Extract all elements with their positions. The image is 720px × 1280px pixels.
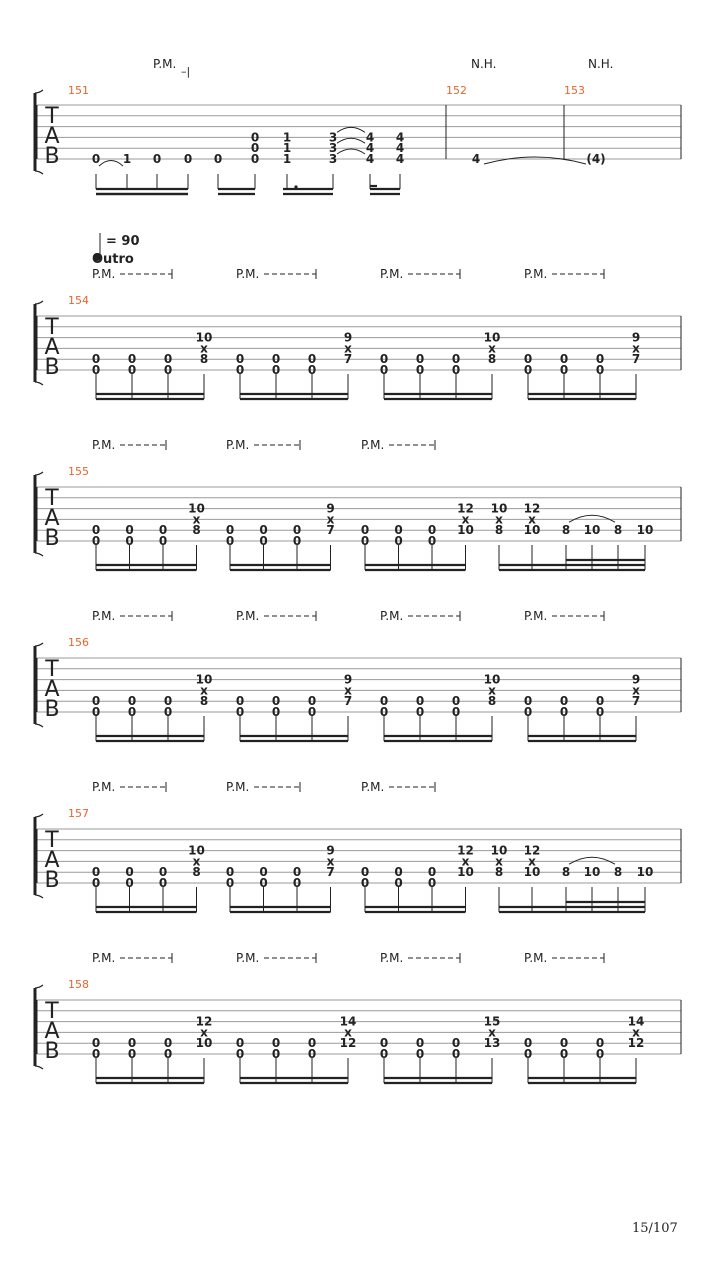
tab-clef-letter: T xyxy=(45,315,59,340)
fret-number: 8 xyxy=(487,694,497,709)
fret-number: 1 xyxy=(122,152,132,166)
tie-arc xyxy=(337,138,365,143)
fret-number: 10 xyxy=(523,523,541,538)
fret-number: 9 xyxy=(326,501,335,516)
fret-number: 0 xyxy=(163,363,173,377)
tab-clef-letter: A xyxy=(44,848,60,873)
fret-number: 0 xyxy=(595,1036,605,1051)
fret-number: 0 xyxy=(91,865,101,880)
palm-mute-label: P.M. xyxy=(380,951,404,965)
dead-note: x xyxy=(200,683,208,698)
dead-note: x xyxy=(192,854,201,869)
dead-note: x xyxy=(632,683,640,698)
fret-number: 0 xyxy=(379,1036,389,1051)
bracket-hook xyxy=(35,814,43,817)
fret-number: 1 xyxy=(282,130,292,145)
palm-mute-label: P.M. xyxy=(236,609,260,623)
fret-number: 0 xyxy=(307,694,317,709)
fret-number: 0 xyxy=(91,876,101,890)
fret-number: 0 xyxy=(595,705,605,719)
fret-number: 0 xyxy=(271,694,281,709)
fret-number: 0 xyxy=(125,523,134,538)
fret-number: 10 xyxy=(457,865,474,880)
fret-number: 10 xyxy=(490,843,508,858)
fret-number: 0 xyxy=(163,352,173,367)
fret-number: 0 xyxy=(307,1036,317,1051)
fret-number: 8 xyxy=(199,694,209,709)
fret-number: 0 xyxy=(91,523,101,538)
fret-number: 0 xyxy=(91,694,101,709)
fret-number: 0 xyxy=(559,363,569,377)
fret-number: 0 xyxy=(307,1047,317,1061)
fret-number: 0 xyxy=(451,705,461,719)
fret-number: 9 xyxy=(343,672,353,687)
palm-mute-label: P.M. xyxy=(361,438,385,452)
fret-number: 0 xyxy=(271,1047,281,1061)
fret-number: 13 xyxy=(483,1036,501,1051)
fret-number: 0 xyxy=(225,523,235,538)
tab-clef-letter: A xyxy=(44,677,60,702)
fret-number: 0 xyxy=(250,152,260,166)
fret-number: 4 xyxy=(365,130,375,145)
tab-clef-letter: T xyxy=(45,104,59,129)
fret-number: 0 xyxy=(271,705,281,719)
fret-number: 8 xyxy=(613,865,623,880)
fret-number: 0 xyxy=(595,352,605,367)
tie-arc xyxy=(99,161,123,167)
fret-number: 0 xyxy=(559,705,569,719)
fret-number: 0 xyxy=(379,694,389,709)
bracket-hook xyxy=(35,895,43,898)
fret-number: 0 xyxy=(451,363,461,377)
measure-number: 154 xyxy=(68,294,89,307)
fret-number: 10 xyxy=(636,865,654,880)
fret-number: 8 xyxy=(561,523,571,538)
fret-number: 0 xyxy=(451,1036,461,1051)
fret-number: 1 xyxy=(282,152,292,166)
fret-number: 0 xyxy=(523,1036,533,1051)
fret-number: 4 xyxy=(395,152,405,166)
palm-mute-label: P.M. xyxy=(524,267,548,281)
measure-number: 153 xyxy=(564,84,585,97)
measure-number: 157 xyxy=(68,807,89,820)
fret-number: 0 xyxy=(125,876,134,890)
fret-number: 7 xyxy=(343,694,353,709)
fret-number: 0 xyxy=(259,534,268,548)
fret-number: 0 xyxy=(394,523,403,538)
fret-number: 0 xyxy=(259,523,268,538)
fret-number: 0 xyxy=(225,876,235,890)
fret-number: 0 xyxy=(235,1036,245,1051)
fret-number: 0 xyxy=(292,876,302,890)
fret-number: 7 xyxy=(326,865,335,880)
dot xyxy=(294,185,297,188)
fret-number: 0 xyxy=(451,352,461,367)
dead-note: x xyxy=(528,512,536,527)
bracket-hook xyxy=(35,171,43,174)
palm-mute-label: P.M. xyxy=(92,780,116,794)
fret-number: 10 xyxy=(483,330,501,345)
fret-number: 0 xyxy=(163,1036,173,1051)
palm-mute-label: P.M. xyxy=(92,267,116,281)
palm-mute-label: P.M. xyxy=(92,438,116,452)
fret-number: 8 xyxy=(192,523,201,538)
fret-number: 3 xyxy=(328,141,338,156)
palm-mute-label: P.M. xyxy=(226,438,250,452)
fret-number: 7 xyxy=(631,352,641,367)
tab-clef-letter: B xyxy=(44,526,60,551)
fret-number: 12 xyxy=(523,843,541,858)
fret-number: 0 xyxy=(158,876,168,890)
fret-number: 4 xyxy=(365,152,375,166)
fret-number: 0 xyxy=(235,1047,245,1061)
tab-clef-letter: B xyxy=(44,144,60,169)
bracket-hook xyxy=(35,301,43,304)
fret-number: 0 xyxy=(213,152,223,166)
fret-number: 8 xyxy=(199,352,209,367)
fret-number: 0 xyxy=(127,1047,137,1061)
fret-number: 10 xyxy=(457,523,474,538)
fret-number: 7 xyxy=(343,352,353,367)
fret-number: 0 xyxy=(271,363,281,377)
fret-number: 0 xyxy=(292,534,302,548)
tab-clef-letter: A xyxy=(44,124,60,149)
bracket-hook xyxy=(35,1066,43,1069)
slur-arc xyxy=(569,515,615,522)
page-number: 15/107 xyxy=(632,1221,678,1236)
fret-number: 0 xyxy=(415,705,425,719)
fret-number: 0 xyxy=(451,1047,461,1061)
fret-number: 0 xyxy=(91,1047,101,1061)
palm-mute-label: P.M. xyxy=(524,609,548,623)
fret-number: 0 xyxy=(158,534,168,548)
fret-number: 0 xyxy=(415,1047,425,1061)
dead-note: x xyxy=(632,1025,640,1040)
bracket-hook xyxy=(35,643,43,646)
fret-number: 3 xyxy=(328,152,338,166)
fret-number: 10 xyxy=(490,501,508,516)
fret-number: 0 xyxy=(415,1036,425,1051)
bracket-hook xyxy=(35,985,43,988)
fret-number: 0 xyxy=(595,694,605,709)
dead-note: x xyxy=(344,683,352,698)
fret-number: 4 xyxy=(395,130,405,145)
fret-number: 0 xyxy=(427,523,437,538)
fret-number: 0 xyxy=(415,363,425,377)
fret-number: 0 xyxy=(271,1036,281,1051)
fret-number: 0 xyxy=(595,363,605,377)
fret-number: 0 xyxy=(158,523,168,538)
fret-number: 8 xyxy=(613,523,623,538)
fret-number: 0 xyxy=(292,523,302,538)
fret-number: 0 xyxy=(595,1047,605,1061)
fret-number: 0 xyxy=(394,876,403,890)
fret-number: 0 xyxy=(379,705,389,719)
fret-number: 0 xyxy=(127,1036,137,1051)
palm-mute-label: P.M. xyxy=(236,267,260,281)
fret-number: 0 xyxy=(415,694,425,709)
tab-clef-letter: T xyxy=(45,828,59,853)
palm-mute-label: P.M. xyxy=(92,609,116,623)
fret-number: 0 xyxy=(271,352,281,367)
fret-number: 0 xyxy=(559,1047,569,1061)
fret-number: 0 xyxy=(250,141,260,156)
measure-number: 158 xyxy=(68,978,89,991)
palm-mute-label: P.M. xyxy=(153,57,177,71)
tie-arc xyxy=(337,127,365,132)
tab-clef-letter: A xyxy=(44,1019,60,1044)
fret-number: 0 xyxy=(235,352,245,367)
tab-clef-letter: A xyxy=(44,506,60,531)
fret-number: 0 xyxy=(91,534,101,548)
tie-arc xyxy=(484,157,586,164)
bracket-hook xyxy=(35,382,43,385)
fret-number: 0 xyxy=(163,694,173,709)
fret-number: 0 xyxy=(394,865,403,880)
fret-number: 15 xyxy=(483,1014,501,1029)
fret-number: 0 xyxy=(235,363,245,377)
tab-clef-letter: T xyxy=(45,486,59,511)
fret-number: 8 xyxy=(487,352,497,367)
palm-mute-end: –| xyxy=(181,65,191,78)
fret-number: 0 xyxy=(379,363,389,377)
dead-note: x xyxy=(632,341,640,356)
tab-clef-letter: B xyxy=(44,1039,60,1064)
tab-clef-letter: B xyxy=(44,868,60,893)
fret-number: 12 xyxy=(523,501,541,516)
dead-note: x xyxy=(192,512,201,527)
fret-number: 12 xyxy=(457,843,474,858)
bracket-hook xyxy=(35,472,43,475)
fret-number: 0 xyxy=(259,876,268,890)
fret-number: 0 xyxy=(523,694,533,709)
fret-number: 0 xyxy=(259,865,268,880)
fret-number: 0 xyxy=(523,1047,533,1061)
fret-number: 7 xyxy=(631,694,641,709)
tempo-mark: = 90 xyxy=(106,234,140,249)
dead-note: x xyxy=(326,854,335,869)
tab-clef-letter: B xyxy=(44,697,60,722)
dead-note: x xyxy=(200,341,208,356)
dead-note: x xyxy=(200,1025,208,1040)
fret-number: 10 xyxy=(583,865,601,880)
fret-number: 0 xyxy=(415,352,425,367)
dead-note: x xyxy=(528,854,536,869)
dead-note: x xyxy=(488,1025,496,1040)
dead-note: x xyxy=(461,854,470,869)
bracket-hook xyxy=(35,724,43,727)
fret-number: 0 xyxy=(559,694,569,709)
fret-number: 12 xyxy=(195,1014,213,1029)
fret-number: 8 xyxy=(494,523,504,538)
fret-number: 10 xyxy=(195,672,213,687)
fret-number: 12 xyxy=(339,1036,357,1051)
measure-number: 151 xyxy=(68,84,89,97)
fret-number: 0 xyxy=(250,130,260,145)
fret-number: 0 xyxy=(235,694,245,709)
fret-number: 0 xyxy=(360,534,370,548)
fret-number: 0 xyxy=(523,363,533,377)
fret-number: 10 xyxy=(523,865,541,880)
fret-number: 0 xyxy=(163,1047,173,1061)
harmonic-label: N.H. xyxy=(471,57,497,71)
fret-number: 0 xyxy=(235,705,245,719)
palm-mute-label: P.M. xyxy=(380,267,404,281)
fret-number: 12 xyxy=(627,1036,645,1051)
bracket-hook xyxy=(35,90,43,93)
fret-number: 9 xyxy=(326,843,335,858)
fret-number: 8 xyxy=(561,865,571,880)
fret-number: 14 xyxy=(339,1014,357,1029)
tab-clef-letter: T xyxy=(45,999,59,1024)
fret-number: 0 xyxy=(127,352,137,367)
tab-clef-letter: B xyxy=(44,355,60,380)
fret-number: 10 xyxy=(583,523,601,538)
fret-number: 3 xyxy=(328,130,338,145)
fret-number: 0 xyxy=(523,705,533,719)
palm-mute-label: P.M. xyxy=(380,609,404,623)
palm-mute-label: P.M. xyxy=(226,780,250,794)
fret-number: 0 xyxy=(559,1036,569,1051)
palm-mute-label: P.M. xyxy=(236,951,260,965)
fret-number: 0 xyxy=(559,352,569,367)
fret-number: (4) xyxy=(586,152,606,166)
fret-number: 4 xyxy=(471,152,481,166)
fret-number: 0 xyxy=(360,523,370,538)
fret-number: 7 xyxy=(326,523,335,538)
fret-number: 10 xyxy=(195,1036,213,1051)
fret-number: 0 xyxy=(91,1036,101,1051)
fret-number: 9 xyxy=(631,672,641,687)
fret-number: 0 xyxy=(523,352,533,367)
fret-number: 9 xyxy=(631,330,641,345)
palm-mute-label: P.M. xyxy=(361,780,385,794)
fret-number: 10 xyxy=(188,843,205,858)
fret-number: 0 xyxy=(379,352,389,367)
fret-number: 8 xyxy=(494,865,504,880)
fret-number: 4 xyxy=(395,141,405,156)
fret-number: 0 xyxy=(163,705,173,719)
fret-number: 0 xyxy=(292,865,302,880)
fret-number: 0 xyxy=(307,705,317,719)
fret-number: 0 xyxy=(360,876,370,890)
dead-note: x xyxy=(461,512,470,527)
fret-number: 0 xyxy=(451,694,461,709)
fret-number: 9 xyxy=(343,330,353,345)
fret-number: 0 xyxy=(307,363,317,377)
fret-number: 0 xyxy=(127,694,137,709)
section-label: Outro xyxy=(92,252,134,267)
fret-number: 14 xyxy=(627,1014,645,1029)
fret-number: 10 xyxy=(483,672,501,687)
fret-number: 0 xyxy=(152,152,162,166)
tab-clef-letter: A xyxy=(44,335,60,360)
dead-note: x xyxy=(344,341,352,356)
fret-number: 1 xyxy=(282,141,292,156)
fret-number: 0 xyxy=(91,152,101,166)
fret-number: 0 xyxy=(125,865,134,880)
fret-number: 10 xyxy=(195,330,213,345)
dead-note: x xyxy=(344,1025,352,1040)
palm-mute-label: P.M. xyxy=(92,951,116,965)
measure-number: 155 xyxy=(68,465,89,478)
dead-note: x xyxy=(488,341,496,356)
fret-number: 12 xyxy=(457,501,474,516)
measure-number: 156 xyxy=(68,636,89,649)
fret-number: 0 xyxy=(127,705,137,719)
fret-number: 0 xyxy=(183,152,193,166)
bracket-hook xyxy=(35,553,43,556)
fret-number: 0 xyxy=(91,363,101,377)
dead-note: x xyxy=(326,512,335,527)
dead-note: x xyxy=(488,683,496,698)
fret-number: 0 xyxy=(427,865,437,880)
fret-number: 0 xyxy=(91,705,101,719)
fret-number: 0 xyxy=(225,865,235,880)
fret-number: 0 xyxy=(225,534,235,548)
palm-mute-label: P.M. xyxy=(524,951,548,965)
harmonic-label: N.H. xyxy=(588,57,614,71)
fret-number: 4 xyxy=(365,141,375,156)
fret-number: 0 xyxy=(307,352,317,367)
fret-number: 0 xyxy=(125,534,134,548)
fret-number: 0 xyxy=(394,534,403,548)
measure-number: 152 xyxy=(446,84,467,97)
fret-number: 0 xyxy=(127,363,137,377)
fret-number: 0 xyxy=(427,876,437,890)
fret-number: 0 xyxy=(427,534,437,548)
fret-number: 10 xyxy=(188,501,205,516)
fret-number: 0 xyxy=(360,865,370,880)
slur-arc xyxy=(569,857,615,864)
dead-note: x xyxy=(495,854,503,869)
fret-number: 10 xyxy=(636,523,654,538)
tie-arc xyxy=(337,149,365,154)
fret-number: 0 xyxy=(91,352,101,367)
dead-note: x xyxy=(495,512,503,527)
tab-clef-letter: T xyxy=(45,657,59,682)
fret-number: 0 xyxy=(379,1047,389,1061)
fret-number: 8 xyxy=(192,865,201,880)
fret-number: 0 xyxy=(158,865,168,880)
